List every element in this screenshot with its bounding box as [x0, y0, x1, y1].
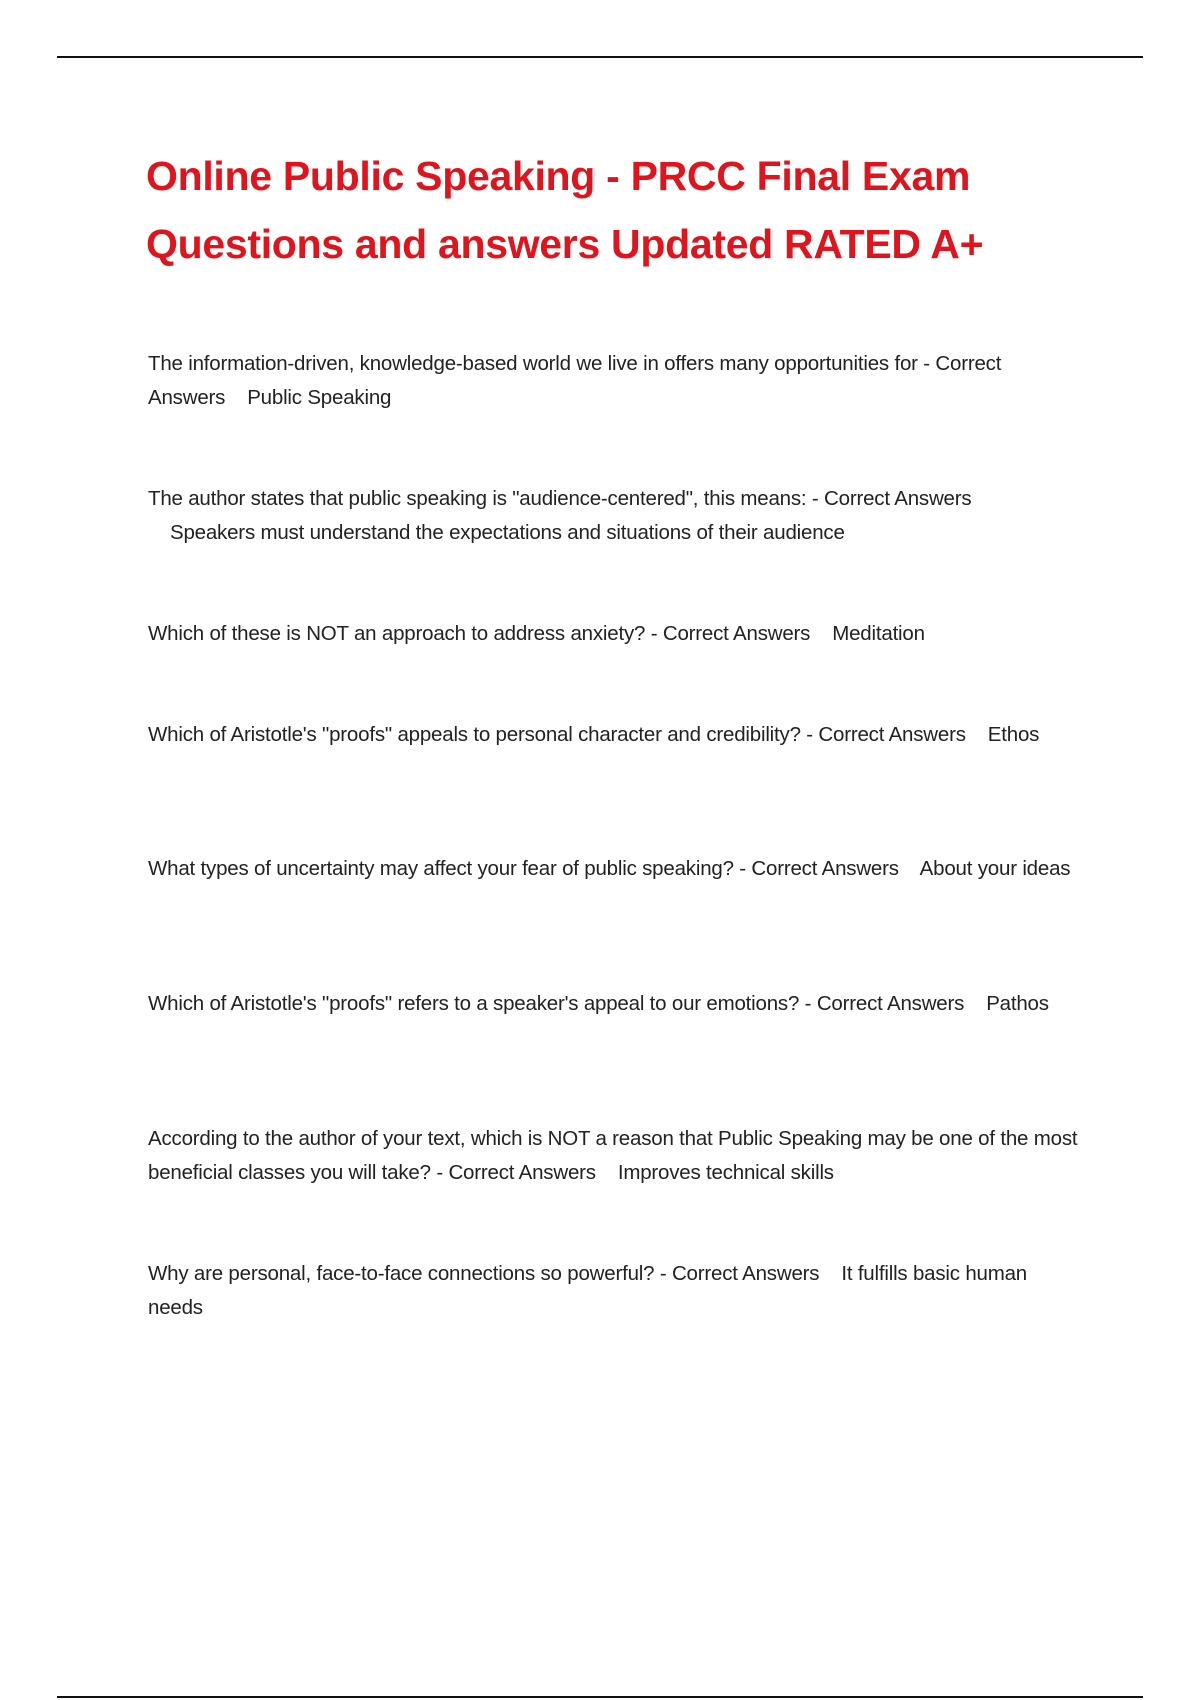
qa-item [148, 987, 1078, 1021]
answer-text: Improves technical skills [617, 1161, 834, 1184]
question-text: Which of these is NOT an approach to address anxiety? - [148, 622, 658, 645]
answer-marker: Correct Answers [448, 1161, 596, 1184]
answer-text: About your ideas [919, 857, 1071, 880]
answer-text: Meditation [832, 622, 925, 645]
qa-item [148, 347, 1078, 415]
qa-item [148, 1122, 1078, 1190]
answer-text: Speakers must understand the expectations and situations of their audience [169, 521, 845, 544]
answer-marker: Correct Answers [662, 622, 811, 645]
answer-text: Ethos [987, 723, 1040, 746]
answer-text: Public Speaking [247, 386, 392, 409]
question-text: Which of Aristotle's "proofs" refers to a speaker's appeal to our emotions? - [148, 992, 812, 1015]
answer-marker: Correct Answers [148, 352, 1002, 409]
question-text: What types of uncertainty may affect your fear of public speaking? - [148, 857, 746, 880]
top-rule [57, 56, 1143, 58]
answer-marker: Correct Answers [671, 1262, 820, 1285]
qa-item [148, 482, 1078, 550]
qa-item [148, 718, 1078, 752]
qa-item [148, 852, 1078, 886]
answer-marker: Correct Answers [751, 857, 899, 880]
question-text: The information-driven, knowledge-based world we live in offers many opportunities for - [148, 352, 930, 375]
question-text: Why are personal, face-to-face connections so powerful? - [148, 1262, 667, 1285]
answer-marker: Correct Answers [824, 487, 972, 510]
bottom-rule [57, 1696, 1143, 1698]
qa-item [148, 617, 1078, 651]
question-text: The author states that public speaking is "audience-centered", this means: - [148, 487, 819, 510]
answer-marker: Correct Answers [816, 992, 965, 1015]
answer-text: It fulfills basic human needs [148, 1262, 1028, 1319]
question-text: According to the author of your text, which is NOT a reason that Public Speaking may be one of the most beneficial classes you will take? - [148, 1127, 1078, 1184]
answer-marker: Correct Answers [818, 723, 966, 746]
document-title: Online Public Speaking - PRCC Final Exam Questions and answers Updated RATED A+ [146, 153, 984, 267]
qa-item [148, 1257, 1078, 1325]
question-text: Which of Aristotle's "proofs" appeals to personal character and credibility? - [148, 723, 813, 746]
answer-text: Pathos [986, 992, 1049, 1015]
